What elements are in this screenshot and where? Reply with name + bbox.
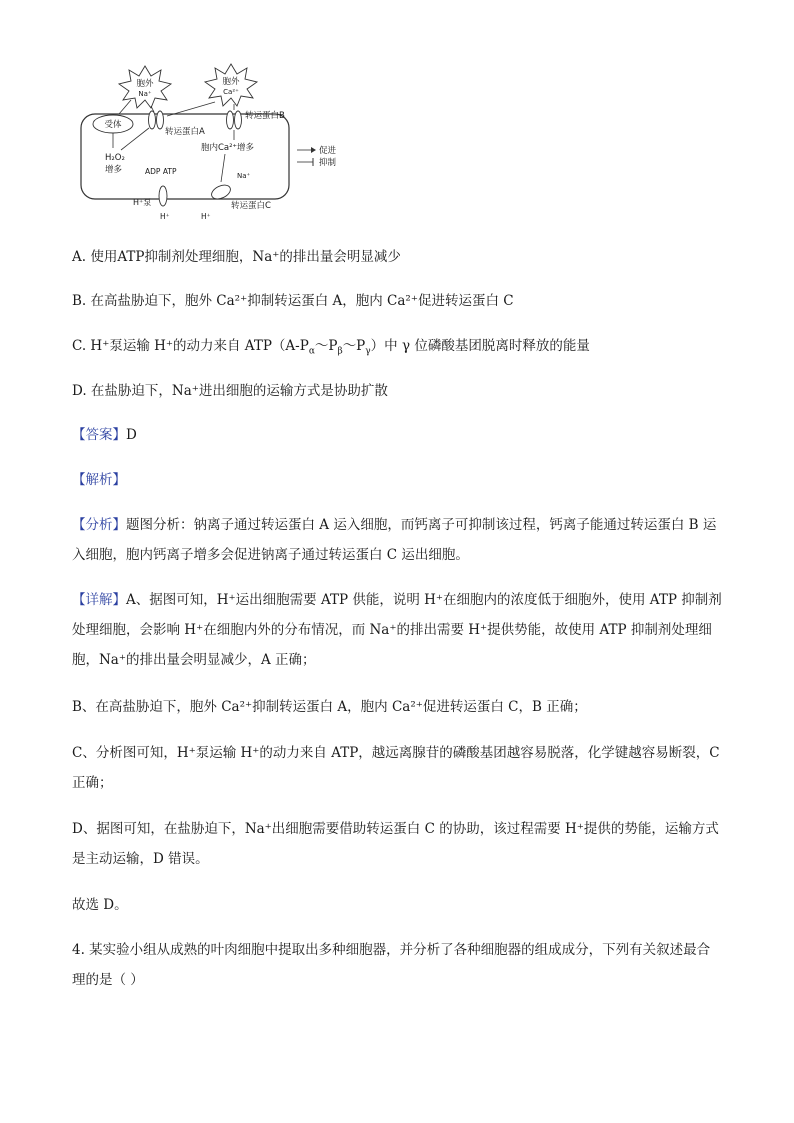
protein-b-shape-1 [227, 111, 234, 129]
xiangjie-b: B、在高盐胁迫下，胞外 Ca²⁺抑制转运蛋白 A，胞内 Ca²⁺促进转运蛋白 C，B 正确； [72, 699, 587, 715]
h-ion-below-pump: H⁺ [160, 212, 170, 221]
outside-na-ion: Na⁺ [138, 90, 152, 98]
xiangjie-a-text: A、据图可知，H⁺运出细胞需要 ATP 供能，说明 H⁺在细胞内的浓度低于细胞外，使用 ATP 抑制剂处理细胞，会影响 H⁺在细胞内外的分布情况，而 Na⁺的排出需要 H⁺提供势能，故使用 ATP 抑制剂处理细胞，Na⁺的排出量会明显减少，A 正确； [72, 592, 722, 668]
outside-ca-label: 胞外 [222, 77, 240, 87]
xiangjie-d: D、据图可知，在盐胁迫下，Na⁺出细胞需要借助转运蛋白 C 的协助，该过程需要 H⁺提供的势能，运输方式是主动运输，D 错误。 [72, 821, 719, 867]
question-4: 4. 某实验小组从成熟的叶肉细胞中提取出多种细胞器，并分析了各种细胞器的组成成分，下列有关叙述最合理的是（ ） [72, 942, 711, 988]
option-a: A. 使用ATP抑制剂处理细胞，Na⁺的排出量会明显减少 [72, 249, 401, 265]
outside-na-label: 胞外 [136, 79, 154, 89]
fenxi-text: 题图分析：钠离子通过转运蛋白 A 运入细胞，而钙离子可抑制该过程，钙离子能通过转运蛋白 B 运入细胞，胞内钙离子增多会促进钠离子通过转运蛋白 C 运出细胞。 [72, 517, 717, 563]
protein-a-shape-2 [157, 111, 164, 129]
h-pump-label: H⁺泵 [133, 198, 152, 207]
option-c-gamma: γ [365, 346, 371, 357]
protein-b-shape-2 [235, 111, 242, 129]
option-b: B. 在高盐胁迫下，胞外 Ca²⁺抑制转运蛋白 A，胞内 Ca²⁺促进转运蛋白 C [72, 293, 514, 309]
option-d: D. 在盐胁迫下，Na⁺进出细胞的运输方式是协助扩散 [72, 383, 388, 399]
option-c-mid2: ～P [342, 338, 366, 354]
fenxi-tag: 【分析】 [72, 517, 126, 533]
arrow-inside-ca-to-c [221, 154, 225, 182]
answer-tag: 【答案】 [72, 427, 126, 443]
answer-line [72, 420, 722, 450]
xiangjie-tag: 【详解】 [72, 592, 126, 608]
option-c-mid1: ～P [314, 338, 338, 354]
legend-inhibit-label: 抑制 [319, 158, 337, 168]
ion-transport-diagram [75, 62, 345, 224]
protein-b-label: 转运蛋白B [245, 111, 285, 121]
h-ion-below-c: H⁺ [201, 212, 211, 221]
outside-ca-ion: Ca²⁺ [223, 88, 239, 96]
h-pump-shape [159, 186, 167, 206]
option-c-suffix: ）中 γ 位磷酸基团脱离时释放的能量 [370, 338, 590, 354]
arrow-na-to-receptor [119, 100, 131, 114]
option-c-alpha: α [308, 346, 315, 357]
option-c-prefix: C. H⁺泵运输 H⁺的动力来自 ATP（A-P [72, 338, 309, 354]
na-inner-label: Na⁺ [237, 172, 251, 180]
protein-a-label: 转运蛋白A [165, 127, 205, 137]
legend-promote-label: 促进 [319, 146, 337, 156]
h2o2-label-line1: H₂O₂ [105, 153, 125, 163]
option-c [72, 331, 722, 361]
adp-atp-label: ADP ATP [145, 167, 177, 176]
protein-c-label: 转运蛋白C [231, 201, 271, 211]
conclusion: 故选 D。 [72, 897, 128, 913]
protein-a-shape-1 [149, 111, 156, 129]
option-c-beta: β [337, 346, 343, 357]
inside-ca-label: 胞内Ca²⁺增多 [201, 143, 255, 153]
legend-promote-head [311, 147, 316, 153]
xiangjie-c: C、分析图可知，H⁺泵运输 H⁺的动力来自 ATP，越远离腺苷的磷酸基团越容易脱落，化学键越容易断裂，C 正确； [72, 745, 720, 791]
receptor-label: 受体 [104, 120, 122, 130]
analysis-heading: 【解析】 [72, 472, 126, 488]
fenxi-paragraph [72, 510, 722, 570]
h2o2-label-line2: 增多 [105, 165, 123, 175]
answer-value: D [126, 427, 137, 443]
xiangjie-a-paragraph [72, 585, 722, 675]
